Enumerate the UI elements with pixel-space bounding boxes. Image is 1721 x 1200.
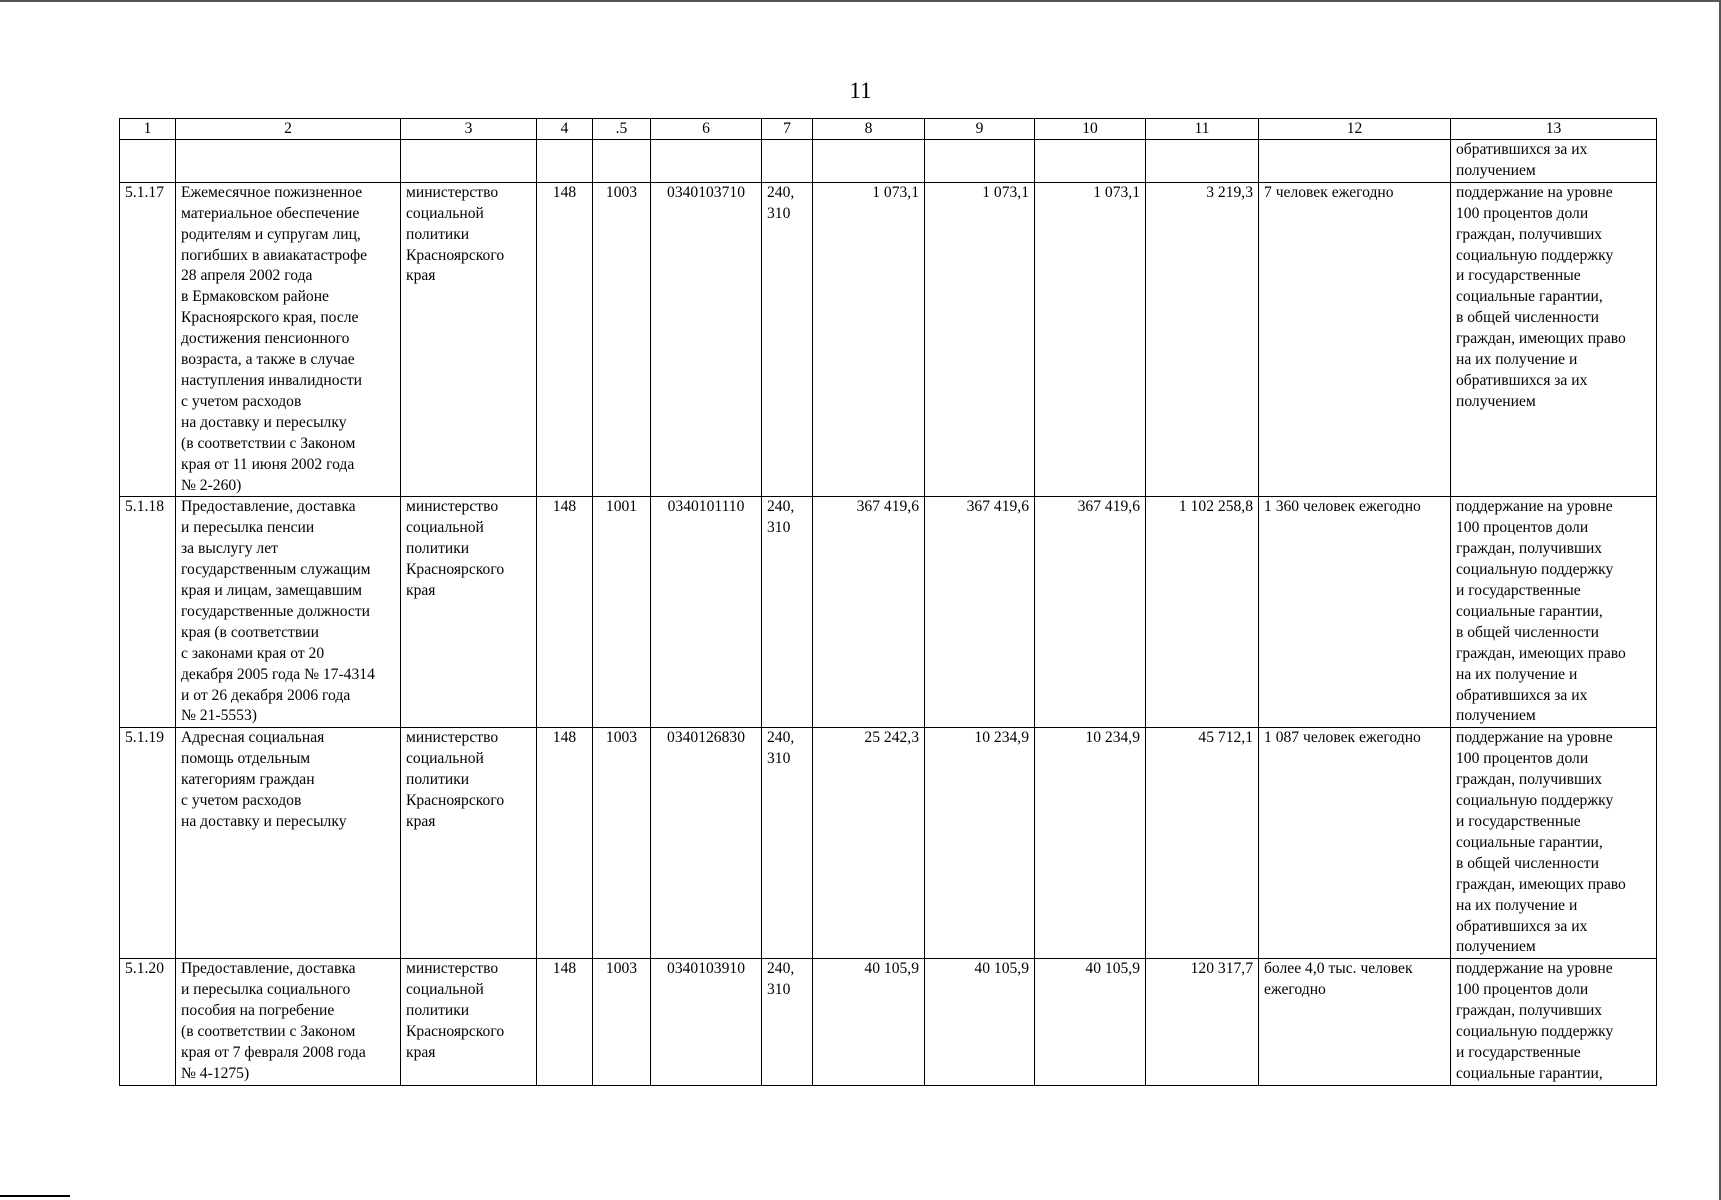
column-number: 12 xyxy=(1259,119,1451,140)
table-row xyxy=(120,728,1657,959)
column-number: 4 xyxy=(537,119,593,140)
year3-amount: 1 073,1 xyxy=(1035,182,1146,497)
column-number: 7 xyxy=(762,119,813,140)
expected-result: поддержание на уровне 100 процентов доли граждан, получивших социальную поддержку и государственные социальные гарантии, в общей численности граждан, имеющих право на их получение и обратившихся за их получением xyxy=(1451,728,1657,959)
rzpr-code: 1003 xyxy=(593,959,651,1085)
scan-top-edge xyxy=(0,0,1721,2)
year1-amount: 40 105,9 xyxy=(813,959,925,1085)
year1-amount: 1 073,1 xyxy=(813,182,925,497)
total-amount: 1 102 258,8 xyxy=(1146,497,1259,728)
result-cell: обратившихся за их получением xyxy=(1451,140,1657,183)
rzpr-code: 1001 xyxy=(593,497,651,728)
executor: министерство социальной политики Красноярского края xyxy=(401,959,537,1085)
row-number: 5.1.19 xyxy=(120,728,176,959)
year3-amount: 10 234,9 xyxy=(1035,728,1146,959)
expected-result: поддержание на уровне 100 процентов доли граждан, получивших социальную поддержку и государственные социальные гарантии, в общей численности граждан, имеющих право на их получение и обратившихся за их получением xyxy=(1451,497,1657,728)
column-number: 1 xyxy=(120,119,176,140)
expected-result: поддержание на уровне 100 процентов доли граждан, получивших социальную поддержку и государственные социальные гарантии, xyxy=(1451,959,1657,1085)
page-number: 11 xyxy=(849,78,872,103)
table-row xyxy=(120,959,1657,1085)
measure-name: Предоставление, доставка и пересылка пенсии за выслугу лет государственным служащим края и лицам, замещавшим государственные должности края (в соответствии с законами края от 20 декабря 2005 года № 17-4314 и от 26 декабря 2006 года № 21-5553) xyxy=(176,497,401,728)
vr-code: 240, 310 xyxy=(762,182,813,497)
measure-name: Ежемесячное пожизненное материальное обеспечение родителям и супругам лиц, погибших в авиакатастрофе 28 апреля 2002 года в Ермаковском районе Красноярского края, после достижения пенсионного возраста, а также в случае наступления инвалидности с учетом расходов на доставку и пересылку (в соответствии с Законом края от 11 июня 2002 года № 2-260) xyxy=(176,182,401,497)
rzpr-code: 1003 xyxy=(593,728,651,959)
year3-amount: 367 419,6 xyxy=(1035,497,1146,728)
vr-code: 240, 310 xyxy=(762,959,813,1085)
scan-margin-mark xyxy=(0,1195,70,1197)
row-number: 5.1.18 xyxy=(120,497,176,728)
column-number: 6 xyxy=(651,119,762,140)
grbs-code: 148 xyxy=(537,497,593,728)
indicator: 7 человек ежегодно xyxy=(1259,182,1451,497)
csr-code: 0340103710 xyxy=(651,182,762,497)
column-number: 3 xyxy=(401,119,537,140)
column-number-row xyxy=(120,119,1657,140)
year1-amount: 367 419,6 xyxy=(813,497,925,728)
csr-code: 0340126830 xyxy=(651,728,762,959)
table-row xyxy=(120,182,1657,497)
year2-amount: 1 073,1 xyxy=(925,182,1035,497)
row-number: 5.1.17 xyxy=(120,182,176,497)
indicator: 1 087 человек ежегодно xyxy=(1259,728,1451,959)
total-amount: 3 219,3 xyxy=(1146,182,1259,497)
indicator: более 4,0 тыс. человек ежегодно xyxy=(1259,959,1451,1085)
grbs-code: 148 xyxy=(537,182,593,497)
executor: министерство социальной политики Красноярского края xyxy=(401,182,537,497)
row-number: 5.1.20 xyxy=(120,959,176,1085)
executor: министерство социальной политики Красноярского края xyxy=(401,728,537,959)
expected-result: поддержание на уровне 100 процентов доли граждан, получивших социальную поддержку и государственные социальные гарантии, в общей численности граждан, имеющих право на их получение и обратившихся за их получением xyxy=(1451,182,1657,497)
program-measures-table xyxy=(119,118,1657,1086)
vr-code: 240, 310 xyxy=(762,728,813,959)
column-number: 10 xyxy=(1035,119,1146,140)
year2-amount: 10 234,9 xyxy=(925,728,1035,959)
year2-amount: 40 105,9 xyxy=(925,959,1035,1085)
indicator: 1 360 человек ежегодно xyxy=(1259,497,1451,728)
column-number: 8 xyxy=(813,119,925,140)
grbs-code: 148 xyxy=(537,959,593,1085)
total-amount: 45 712,1 xyxy=(1146,728,1259,959)
column-number: 11 xyxy=(1146,119,1259,140)
year2-amount: 367 419,6 xyxy=(925,497,1035,728)
carry-over-row xyxy=(120,140,1657,183)
column-number: 9 xyxy=(925,119,1035,140)
column-number: .5 xyxy=(593,119,651,140)
csr-code: 0340101110 xyxy=(651,497,762,728)
year1-amount: 25 242,3 xyxy=(813,728,925,959)
executor: министерство социальной политики Красноярского края xyxy=(401,497,537,728)
measure-name: Предоставление, доставка и пересылка социального пособия на погребение (в соответствии с Законом края от 7 февраля 2008 года № 4-1275) xyxy=(176,959,401,1085)
total-amount: 120 317,7 xyxy=(1146,959,1259,1085)
year3-amount: 40 105,9 xyxy=(1035,959,1146,1085)
vr-code: 240, 310 xyxy=(762,497,813,728)
rzpr-code: 1003 xyxy=(593,182,651,497)
column-number: 13 xyxy=(1451,119,1657,140)
grbs-code: 148 xyxy=(537,728,593,959)
measure-name: Адресная социальная помощь отдельным категориям граждан с учетом расходов на доставку и пересылку xyxy=(176,728,401,959)
csr-code: 0340103910 xyxy=(651,959,762,1085)
table-row xyxy=(120,497,1657,728)
column-number: 2 xyxy=(176,119,401,140)
